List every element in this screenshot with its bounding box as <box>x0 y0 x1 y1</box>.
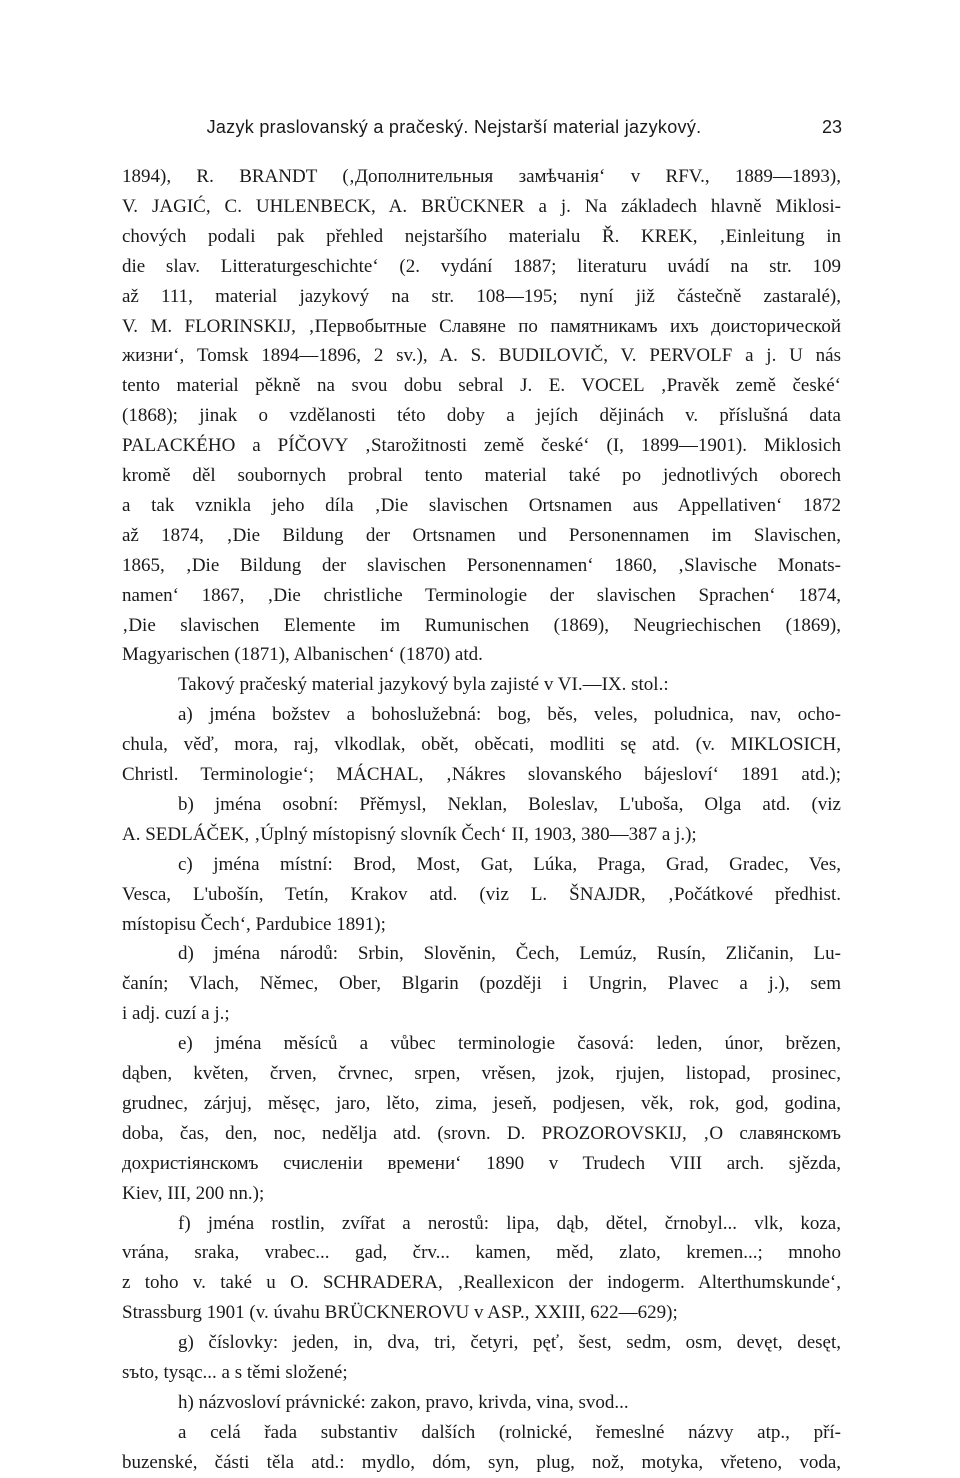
text-line: chových podali pak přehled nejstaršího materialu Ř. KREK, ‚Einleitung in <box>122 225 841 247</box>
text-line: (1868); jinak o vzdělanosti této doby a jejích dějinách v. příslušná data <box>122 405 841 427</box>
text-line: až 111, material jazykový na str. 108—195; nyní již částečně zastaralé), <box>122 285 841 307</box>
text-line: čanín; Vlach, Němec, Ober, Blgarin (později i Ungrin, Plavec a j.), sem <box>122 973 841 995</box>
text-line: жизни‘, Tomsk 1894—1896, 2 sv.), A. S. BUDILOVIČ, V. PERVOLF a j. U nás <box>122 345 841 367</box>
text-line: дохристіянскомъ счисленіи времени‘ 1890 v Trudech VIII arch. sjězda, <box>122 1152 841 1174</box>
text-line: chula, věď, mora, raj, vlkodlak, obět, oběcati, modliti sę atd. (v. MIKLOSICH, <box>122 734 841 756</box>
text-line: b) jména osobní: Přěmysl, Neklan, Boleslav, L'uboša, Olga atd. (viz <box>178 793 841 815</box>
text-line: die slav. Litteraturgeschichte‘ (2. vydání 1887; literaturu uvádí na str. 109 <box>122 255 841 277</box>
text-line: Christl. Terminologie‘; MÁCHAL, ‚Nákres slovanského bájesloví‘ 1891 atd.); <box>122 764 841 785</box>
text-line: Vesca, L'ubošín, Tetín, Krakov atd. (viz L. ŠNAJDR, ‚Počátkové předhist. <box>122 883 841 905</box>
text-line: d) jména národů: Srbin, Slověnin, Čech, Lemúz, Rusín, Zličanin, Lu- <box>178 943 841 965</box>
running-title: Jazyk praslovanský a pračeský. Nejstarší material jazykový. <box>206 117 702 137</box>
text-line: V. JAGIĆ, C. UHLENBECK, A. BRÜCKNER a j. Na základech hlavně Miklosi- <box>122 195 841 217</box>
page-number: 23 <box>821 117 842 137</box>
text-line: a) jména božstev a bohoslužebná: bog, běs, veles, poludnica, nav, ocho- <box>178 704 841 726</box>
text-line: ‚Die slavischen Elemente im Rumunischen (1869), Neugriechischen (1869), <box>122 614 841 636</box>
text-line: e) jména měsíců a vůbec terminologie časová: leden, únor, brězen, <box>178 1033 841 1055</box>
text-line: buzenské, části těla atd.: mydlo, dóm, syn, plug, nož, motyka, vřeteno, voda, <box>122 1451 841 1473</box>
text-line: 1894), R. BRANDT (‚Дополнительныя замѣчанія‘ v RFV., 1889—1893), <box>122 166 841 187</box>
text-line: V. M. FLORINSKIJ, ‚Первобытные Славяне по памятникамъ ихъ доисторической <box>122 315 841 337</box>
text-line: A. SEDLÁČEK, ‚Úplný místopisný slovník Čech‘ II, 1903, 380—387 a j.); <box>122 823 697 845</box>
text-line: z toho v. také u O. SCHRADERA, ‚Reallexicon der indogerm. Alterthumskunde‘, <box>122 1272 841 1294</box>
text-line: dąben, květen, črven, črvnec, srpen, vrěsen, jzok, rjujen, listopad, prosinec, <box>122 1063 841 1084</box>
text-line: Takový pračeský material jazykový byla zajisté v VI.—IX. stol.: <box>178 674 669 696</box>
text-line: Magyarischen (1871), Albanischen‘ (1870) atd. <box>122 644 483 666</box>
text-line: namen‘ 1867, ‚Die christliche Terminologie der slavischen Sprachen‘ 1874, <box>122 584 841 606</box>
text-line: místopisu Čech‘, Pardubice 1891); <box>122 913 386 935</box>
text-line: Strassburg 1901 (v. úvahu BRÜCKNEROVU v ASP., XXIII, 622—629); <box>122 1302 678 1324</box>
text-line: vrána, sraka, vrabec... gad, črv... kamen, měd, zlato, kremen...; mnoho <box>122 1242 841 1264</box>
text-line: f) jména rostlin, zvířat a nerostů: lipa, dąb, dětel, črnobyl... vlk, koza, <box>178 1212 841 1234</box>
text-line: i adj. cuzí a j.; <box>122 1003 230 1025</box>
text-line: tento material pěkně na svou dobu sebral J. E. VOCEL ‚Pravěk země české‘ <box>122 375 841 397</box>
text-line: až 1874, ‚Die Bildung der Ortsnamen und Personennamen im Slavischen, <box>122 524 841 546</box>
text-line: c) jména místní: Brod, Most, Gat, Lúka, Praga, Grad, Gradec, Ves, <box>178 853 841 875</box>
text-line: doba, čas, den, noc, nedělja atd. (srovn. D. PROZOROVSKIJ, ‚О славянскомъ <box>122 1122 841 1144</box>
running-header <box>126 117 842 145</box>
text-line: PALACKÉHO a PÍČOVY ‚Starožitnosti země české‘ (I, 1899—1901). Miklosich <box>122 435 841 457</box>
text-line: kromě děl soubornych probral tento material také po jednotlivých oborech <box>122 465 841 486</box>
text-line: Kiev, III, 200 nn.); <box>122 1182 265 1204</box>
text-line: a celá řada substantiv dalších (rolnické, řemeslné názvy atp., pří- <box>178 1421 841 1443</box>
text-line: grudnec, zárjuj, měsęc, jaro, lěto, zima, jeseň, podjesen, věk, rok, god, godina, <box>122 1092 841 1114</box>
text-line: sъto, tysąc... a s těmi složené; <box>122 1362 348 1383</box>
text-line: 1865, ‚Die Bildung der slavischen Personennamen‘ 1860, ‚Slavische Monats- <box>122 554 841 576</box>
text-line: a tak vznikla jeho díla ‚Die slavischen Ortsnamen aus Appellativen‘ 1872 <box>122 494 841 516</box>
text-line: g) číslovky: jeden, in, dva, tri, četyri, pęť, šest, sedm, osm, devęt, desęt, <box>178 1332 841 1354</box>
text-line: h) názvosloví právnické: zakon, pravo, krivda, vina, svod... <box>178 1391 629 1413</box>
